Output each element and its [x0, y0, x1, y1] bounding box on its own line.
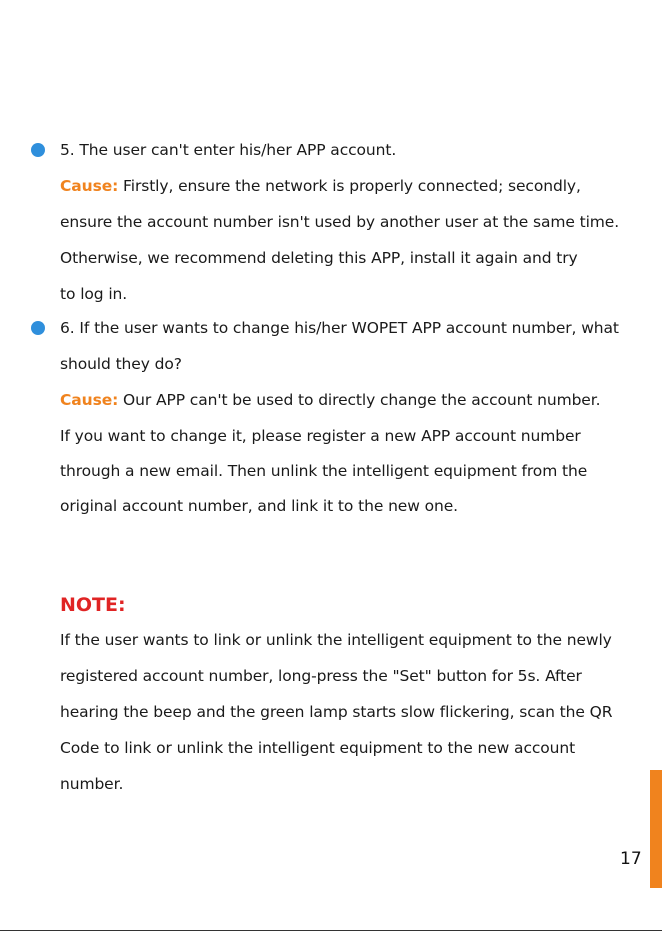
bottom-divider	[0, 930, 662, 931]
cause-label: Cause:	[60, 391, 119, 409]
note-line: registered account number, long-press the "Set" button for 5s. After	[60, 667, 582, 685]
faq-6-line: original account number, and link it to the new one.	[60, 497, 459, 515]
faq-6-title-cont: should they do?	[60, 355, 182, 373]
note-title: NOTE:	[60, 594, 126, 616]
faq-6-line: through a new email. Then unlink the intelligent equipment from the	[60, 462, 588, 480]
note-line: number.	[60, 775, 124, 793]
faq-5-title: 5. The user can't enter his/her APP account.	[60, 141, 397, 159]
note-line: hearing the beep and the green lamp starts slow flickering, scan the QR	[60, 703, 613, 721]
note-line: If the user wants to link or unlink the intelligent equipment to the newly	[60, 631, 612, 649]
faq-5-cause	[60, 176, 581, 196]
cause-label: Cause:	[60, 177, 119, 195]
side-accent-bar	[650, 770, 662, 888]
faq-6-title: 6. If the user wants to change his/her WOPET APP account number, what	[60, 319, 619, 337]
bullet-icon	[31, 143, 45, 157]
faq-5-line: to log in.	[60, 285, 128, 303]
faq-5-cause-text: Firstly, ensure the network is properly connected; secondly,	[118, 177, 581, 195]
faq-6-cause	[60, 390, 600, 410]
faq-6-cause-text: Our APP can't be used to directly change the account number.	[118, 391, 601, 409]
page-number: 17	[620, 849, 642, 869]
faq-6-line: If you want to change it, please register a new APP account number	[60, 427, 581, 445]
faq-5-line: Otherwise, we recommend deleting this APP, install it again and try	[60, 249, 578, 267]
faq-5-line: ensure the account number isn't used by another user at the same time.	[60, 213, 620, 231]
bullet-icon	[31, 321, 45, 335]
note-line: Code to link or unlink the intelligent equipment to the new account	[60, 739, 576, 757]
